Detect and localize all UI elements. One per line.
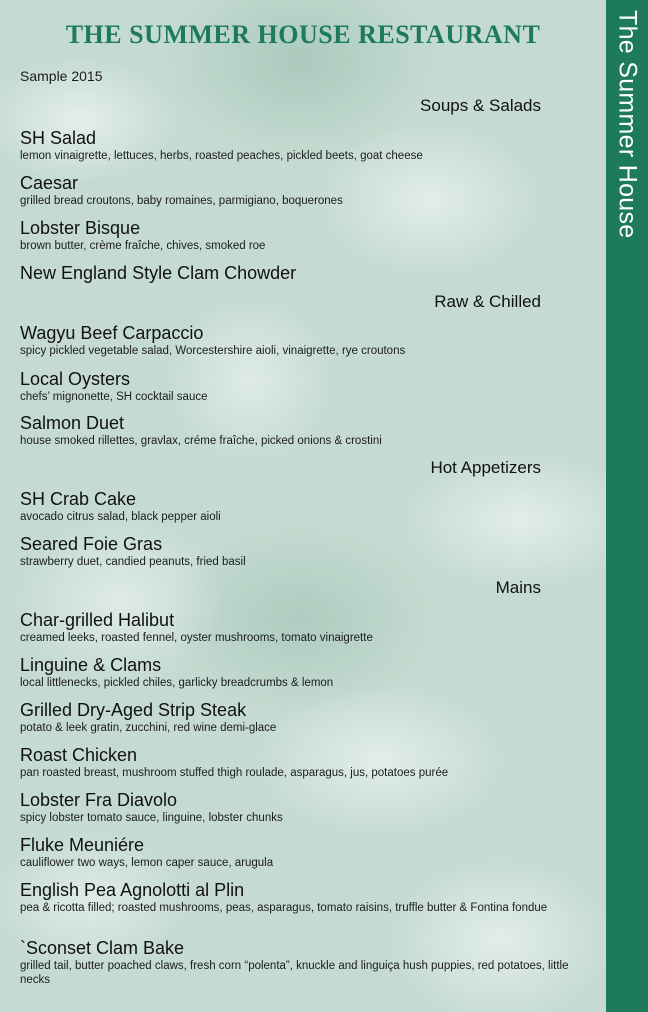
menu-item-name: Lobster Bisque xyxy=(20,218,141,238)
menu-item xyxy=(20,699,580,735)
menu-item xyxy=(20,172,580,208)
menu-item-name: English Pea Agnolotti al Plin xyxy=(20,880,245,900)
menu-item-description: strawberry duet, candied peanuts, fried basil xyxy=(20,556,246,568)
menu-item-description: pan roasted breast, mushroom stuffed thigh roulade, asparagus, jus, potatoes purée xyxy=(20,767,449,779)
menu-item-name: Seared Foie Gras xyxy=(20,534,163,554)
menu-item xyxy=(20,217,580,253)
menu-item-name: Lobster Fra Diavolo xyxy=(20,790,178,810)
menu-item-name: Local Oysters xyxy=(20,369,131,389)
side-banner-label: The Summer House xyxy=(613,10,642,239)
menu-item-description: pea & ricotta filled; roasted mushrooms, peas, asparagus, tomato raisins, truffle butter & Fontina fondue xyxy=(20,902,548,914)
menu-item-description: creamed leeks, roasted fennel, oyster mushrooms, tomato vinaigrette xyxy=(20,632,373,644)
menu-item-name: SH Salad xyxy=(20,128,97,148)
section-heading-raw-chilled: Raw & Chilled xyxy=(434,292,541,311)
side-banner-label-wrap xyxy=(606,0,648,300)
menu-item-description: brown butter, crème fraîche, chives, smoked roe xyxy=(20,240,266,252)
menu-subtitle: Sample 2015 xyxy=(20,68,103,84)
menu-item xyxy=(20,533,580,569)
menu-item xyxy=(20,834,580,870)
menu-item-name: Caesar xyxy=(20,173,79,193)
menu-item xyxy=(20,609,580,645)
menu-item-description: house smoked rillettes, gravlax, créme fraîche, picked onions & crostini xyxy=(20,435,382,447)
menu-item-name: Fluke Meuniére xyxy=(20,835,145,855)
menu-item-name: `Sconset Clam Bake xyxy=(20,938,185,958)
menu-item-name: Roast Chicken xyxy=(20,745,138,765)
menu-item xyxy=(20,262,580,284)
menu-item xyxy=(20,412,580,448)
menu-item-description: chefs’ mignonette, SH cocktail sauce xyxy=(20,391,208,403)
menu-item xyxy=(20,879,580,915)
menu-item-description: potato & leek gratin, zucchini, red wine demi-glace xyxy=(20,722,277,734)
menu-item xyxy=(20,654,580,690)
section-heading-soups-salads: Soups & Salads xyxy=(420,96,541,115)
menu-item xyxy=(20,789,580,825)
menu-item xyxy=(20,488,580,524)
menu-item-description: cauliflower two ways, lemon caper sauce, arugula xyxy=(20,857,274,869)
menu-item-name: Linguine & Clams xyxy=(20,655,162,675)
restaurant-title: THE SUMMER HOUSE RESTAURANT xyxy=(65,20,541,49)
side-banner xyxy=(606,0,648,1012)
menu-item xyxy=(20,937,580,987)
menu-item-description: spicy lobster tomato sauce, linguine, lobster chunks xyxy=(20,812,283,824)
menu-item xyxy=(20,127,580,163)
menu-item-name: New England Style Clam Chowder xyxy=(20,263,297,283)
menu-item xyxy=(20,744,580,780)
menu-item-name: Grilled Dry-Aged Strip Steak xyxy=(20,700,247,720)
section-heading-mains: Mains xyxy=(495,578,541,597)
menu-item-name: Salmon Duet xyxy=(20,413,125,433)
menu-item xyxy=(20,368,580,404)
menu-item-description: grilled tail, butter poached claws, fresh corn “polenta”, knuckle and linguiça hush puppies, red potatoes, little necks xyxy=(20,960,569,986)
section-heading-hot-appetizers: Hot Appetizers xyxy=(430,458,541,477)
menu-item-name: Char-grilled Halibut xyxy=(20,610,175,630)
menu-item xyxy=(20,322,580,358)
menu-item-description: grilled bread croutons, baby romaines, parmigiano, boquerones xyxy=(20,195,343,207)
menu-item-name: Wagyu Beef Carpaccio xyxy=(20,323,204,343)
menu-item-description: lemon vinaigrette, lettuces, herbs, roasted peaches, pickled beets, goat cheese xyxy=(20,150,423,162)
menu-item-description: spicy pickled vegetable salad, Worcestershire aioli, vinaigrette, rye croutons xyxy=(20,345,406,357)
menu-item-name: SH Crab Cake xyxy=(20,489,137,509)
menu-item-description: avocado citrus salad, black pepper aioli xyxy=(20,511,221,523)
menu-item-description: local littlenecks, pickled chiles, garlicky breadcrumbs & lemon xyxy=(20,677,334,689)
